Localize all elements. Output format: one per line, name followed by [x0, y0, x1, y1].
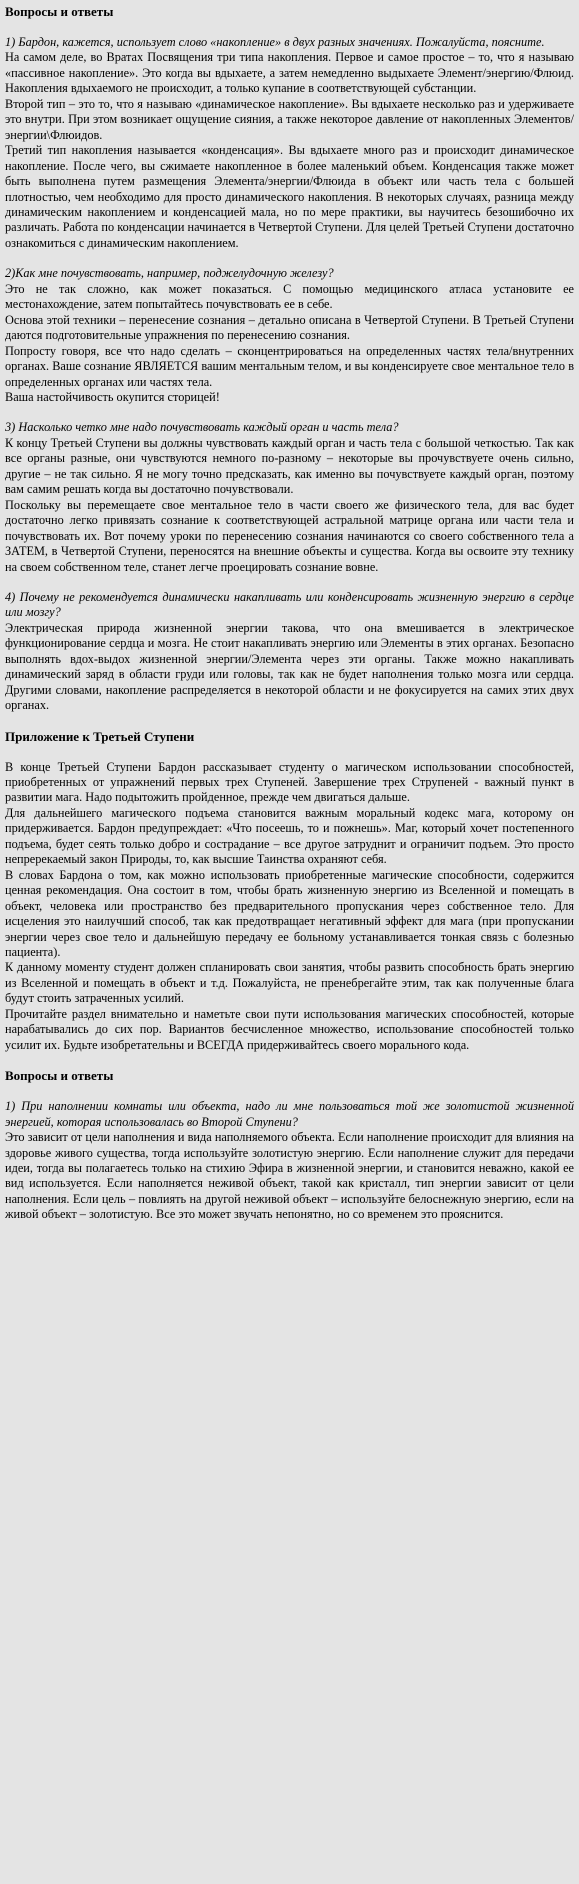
answer-paragraph: Второй тип – это то, что я называю «динамическое накопление». Вы вдыхаете несколько раз и удерживаете это внутри. При этом возникает ощущение сияния, а также некоторое давление от накопленных Элементов/энергии\Флюидов. — [5, 96, 574, 142]
question-4: 4) Почему не рекомендуется динамически накапливать или конденсировать жизненную энергию в сердце или мозгу? — [5, 589, 574, 620]
answer-paragraph: Основа этой техники – перенесение сознания – детально описана в Четвертой Ступени. В Третьей Ступени даются подготовительные упражнения по перенесению сознания. — [5, 312, 574, 343]
answer-paragraph: Третий тип накопления называется «конденсация». Вы вдыхаете много раз и происходит динамическое накопление. После чего, вы сжимаете накопленное в более маленький объем. Конденсация также может быть выполнена путем размещения Элемента/энергии/Флюида в объект или часть тела с большей плотностью, чем необходимо для просто динамического накопления. В некоторых случаях, разница между динамическим накоплением и конденсацией мала, но по мере практики, вы научитесь безошибочно их различать. Работа по конденсации начинается в Четвертой Ступени. Для целей Третьей Ступени достаточно ознакомиться с динамическим накоплением. — [5, 143, 574, 250]
answer-paragraph: Электрическая природа жизненной энергии такова, что она вмешивается в электрическое функционирование сердца и мозга. Не стоит накапливать энергию или Элементы в этих органах. Безопасно выполнять вдох-выдох жизненной энергии/Элемента через эти органы. Также можно накапливать динамический заряд в области груди или головы, так как не будет наполнения только мозга или сердца. Другими словами, накопление распределяется в некоторой области и не фокусируется на самих этих двух органах. — [5, 620, 574, 713]
appendix-paragraph: Для дальнейшего магического подъема становится важным моральный кодекс мага, которому он придерживается. Бардон предупреждает: «Что посеешь, то и пожнешь». Маг, который хочет постепенного подъема, будет сеять только добро и сострадание – все другое затруднит и ограничит подъем. Это просто непререкаемый закон Природы, то, как высшие Таинства охраняют себя. — [5, 805, 574, 867]
question-2: 2)Как мне почувствовать, например, поджелудочную железу? — [5, 266, 334, 281]
appendix-paragraph: В конце Третьей Ступени Бардон рассказывает студенту о магическом использовании способностей, приобретенных от упражнений первых трех Ступеней. Завершение трех Струпеней - важный пункт в развитии мага. Надо подытожить пройденное, прежде чем двигаться дальше. — [5, 759, 574, 805]
answer-paragraph: Поскольку вы перемещаете свое ментальное тело в части своего же физического тела, для вас будет достаточно легко привязать сознание к соответствующей астральной матрице органа или части тела и почувствовать их. Вот почему уроки по перенесению сознания начинаются со своего собственного тела а ЗАТЕМ, в Четвертой Ступени, переносятся на внешние объекты и существа. Когда вы освоите эту технику на своем собственном теле, станет легче проецировать сознание вовне. — [5, 497, 574, 574]
question-1: 1) Бардон, кажется, использует слово «накопление» в двух разных значениях. Пожалуйста, поясните. — [5, 35, 545, 49]
section-heading-qa-1: Вопросы и ответы — [5, 4, 114, 19]
question-3: 3) Насколько четко мне надо почувствовать каждый орган и часть тела? — [5, 420, 399, 435]
section-heading-qa-2: Вопросы и ответы — [5, 1068, 114, 1084]
answer-paragraph: Ваша настойчивость окупится сторицей! — [5, 389, 220, 404]
question-1b: 1) При наполнении комнаты или объекта, надо ли мне пользоваться той же золотистой жизненной энергией, которая использовалась во Второй Ступени? — [5, 1099, 574, 1129]
answer-paragraph: К концу Третьей Ступени вы должны чувствовать каждый орган и часть тела с большой четкостью. Так как все органы разные, они чувствуются немного по-разному – некоторые вы прочувствуете очень сильно, другие – не так сильно. Я не могу точно предсказать, как именно вы почувствуете каждый орган, поэтому вам самим решать когда вы достаточно почувствовали. — [5, 435, 574, 497]
appendix-paragraph: К данному моменту студент должен спланировать свои занятия, чтобы развить способность брать энергию из Вселенной и помещать в объект и т.д. Пожалуйста, не пренебрегайте этим, так как полученные блага будут стоить затраченных усилий. — [5, 960, 574, 1006]
answer-paragraph: Это зависит от цели наполнения и вида наполняемого объекта. Если наполнение происходит для влияния на здоровье живого существа, тогда используйте золотистую энергию. Если наполнение служит для передачи идеи, тогда вы полагаетесь только на стихию Эфира в жизненной энергии, и становится неважно, какой ее вид используется. Если наполняется неживой объект, такой как кристалл, тип энергии зависит от цели наполнения. Если цель – повлиять на другой неживой объект – используйте белоснежную энергию, если на живой объект – золотистую. Все это может звучать непонятно, но со временем это прояснится. — [5, 1130, 574, 1222]
answer-paragraph: Попросту говоря, все что надо сделать – сконцентрироваться на определенных частях тела/внутренних органах. Ваше сознание ЯВЛЯЕТСЯ вашим ментальным телом, и вы конденсируете свое ментальное тело в определенных органах или частях тела. — [5, 343, 574, 389]
section-heading-appendix: Приложение к Третьей Ступени — [5, 728, 195, 744]
answer-paragraph: На самом деле, во Вратах Посвящения три типа накопления. Первое и самое простое – то, что я называю «пассивное накопление». Это когда вы вдыхаете, а затем немедленно выдыхаете Элемент/энергию/Флюид. Накопления вдыхаемого не происходит, а только купание в соответствующей субстанции. — [5, 50, 574, 96]
appendix-paragraph: В словах Бардона о том, как можно использовать приобретенные магические способности, содержится ценная рекомендация. Она состоит в том, чтобы брать жизненную энергию из Вселенной и помещать в объект, человека или пространство без предварительного пропускания через собственное тело. Для исцеления это наилучший способ, так как предотвращает негативный эффект для мага (при пропускании энергии через свое тело и дальнейшую передачу ее больному устанавливается тонкая связь с болезнью пациента). — [5, 867, 574, 960]
answer-paragraph: Это не так сложно, как может показаться. С помощью медицинского атласа установите ее местонахождение, затем попытайтесь почувствовать ее в себе. — [5, 281, 574, 312]
appendix-paragraph: Прочитайте раздел внимательно и наметьте свои пути использования магических способностей, которые нарабатывались до сих пор. Вариантов бесчисленное множество, использование способностей только усилит их. Будьте изобретательны и ВСЕГДА придерживайтесь своего морального кода. — [5, 1006, 574, 1052]
